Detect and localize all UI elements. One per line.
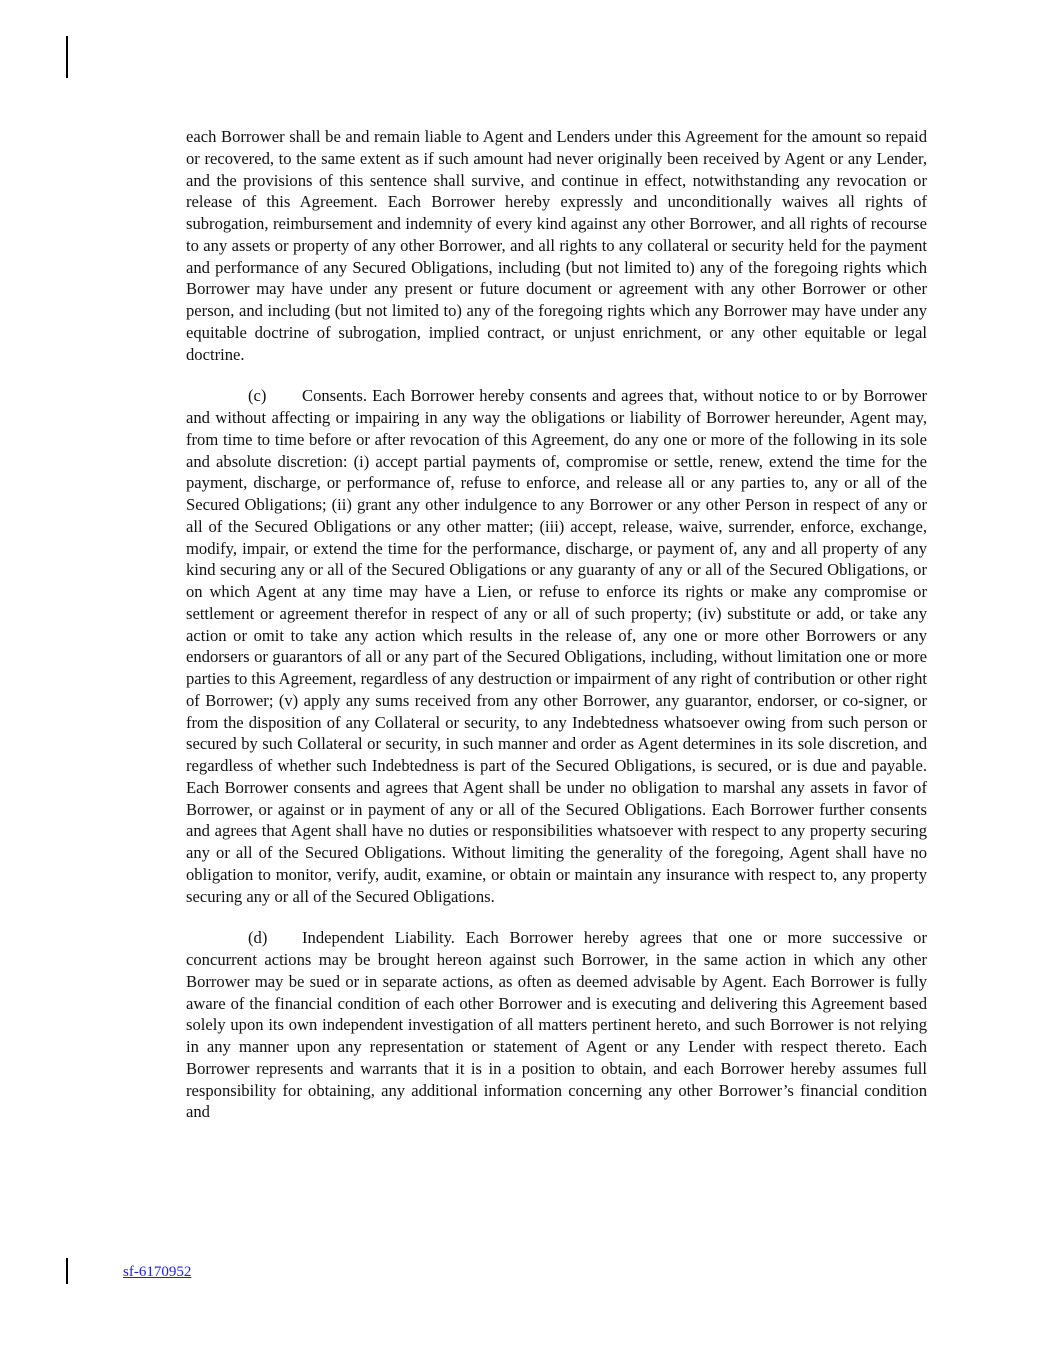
paragraph-text: each Borrower shall be and remain liable to Agent and Lenders under this Agreement for the amount so repaid or recovered, to the same extent as if such amount had never originally been received by Agent or any Lender, and the provisions of this sentence shall survive, and continue in effect, notwithstanding any revocation or release of this Agreement. Each Borrower hereby expressly and unconditionally waives all rights of subrogation, reimbursement and indemnity of every kind against any other Borrower, and all rights of recourse to any assets or property of any other Borrower, and all rights to any collateral or security held for the payment and performance of any Secured Obligations, including (but not limited to) any of the foregoing rights which Borrower may have under any present or future document or agreement with any other Borrower or other person, and including (but not limited to) any of the foregoing rights which any Borrower may have under any equitable doctrine of subrogation, implied contract, or unjust enrichment, or any other equitable or legal doctrine. [186, 127, 927, 364]
paragraph-continuation [186, 126, 927, 365]
revision-bar-bottom [66, 1258, 68, 1284]
paragraph-consents [186, 385, 927, 907]
paragraph-text: Independent Liability. Each Borrower hereby agrees that one or more successive or concurrent actions may be brought hereon against such Borrower, in the same action in which any other Borrower may be sued or in separate actions, as often as deemed advisable by Agent. Each Borrower is fully aware of the financial condition of each other Borrower and is executing and delivering this Agreement based solely upon its own independent investigation of all matters pertinent hereto, and such Borrower is not relying in any manner upon any representation or statement of Agent or any Lender with respect thereto. Each Borrower represents and warrants that it is in a position to obtain, and each Borrower hereby assumes full responsibility for obtaining, any additional information concerning any other Borrower’s financial condition and [186, 928, 927, 1122]
document-id-link[interactable]: sf-6170952 [123, 1264, 192, 1280]
paragraph-text: Consents. Each Borrower hereby consents and agrees that, without notice to or by Borrower and without affecting or impairing in any way the obligations or liability of Borrower hereunder, Agent may, from time to time before or after revocation of this Agreement, do any one or more of the following in its sole and absolute discretion: (i) accept partial payments of, compromise or settle, renew, extend the time for the payment, discharge, or performance of, refuse to enforce, and release all or any parties to, any or all of the Secured Obligations; (ii) grant any other indulgence to any Borrower or any other Person in respect of any or all of the Secured Obligations or any other matter; (iii) accept, release, waive, surrender, enforce, exchange, modify, impair, or extend the time for the performance, discharge, or payment of, any and all property of any kind securing any or all of the Secured Obligations or any guaranty of any or all of the Secured Obligations, or on which Agent at any time may have a Lien, or refuse to enforce its rights or make any compromise or settlement or agreement therefor in respect of any or all of such property; (iv) substitute or add, or take any action or omit to take any action which results in the release of, any one or more other Borrowers or any endorsers or guarantors of all or any part of the Secured Obligations, including, without limitation one or more parties to this Agreement, regardless of any destruction or impairment of any right of contribution or other right of Borrower; (v) apply any sums received from any other Borrower, any guarantor, endorser, or co-signer, or from the disposition of any Collateral or security, to any Indebtedness whatsoever owing from such person or secured by such Collateral or security, in such manner and order as Agent determines in its sole discretion, and regardless of whether such Indebtedness is part of the Secured Obligations, is secured, or is due and payable. Each Borrower consents and agrees that Agent shall be under no obligation to marshal any assets in favor of Borrower, or against or in payment of any or all of the Secured Obligations. Each Borrower further consents and agrees that Agent shall have no duties or responsibilities whatsoever with respect to any property securing any or all of the Secured Obligations. Without limiting the generality of the foregoing, Agent shall have no obligation to monitor, verify, audit, examine, or obtain or maintain any insurance with respect to, any property securing any or all of the Secured Obligations. [186, 386, 927, 906]
section-marker-d: (d) [248, 928, 268, 948]
section-marker-c: (c) [248, 386, 267, 406]
document-body [186, 126, 927, 1143]
paragraph-independent-liability [186, 927, 927, 1123]
revision-bar-top [66, 36, 68, 78]
